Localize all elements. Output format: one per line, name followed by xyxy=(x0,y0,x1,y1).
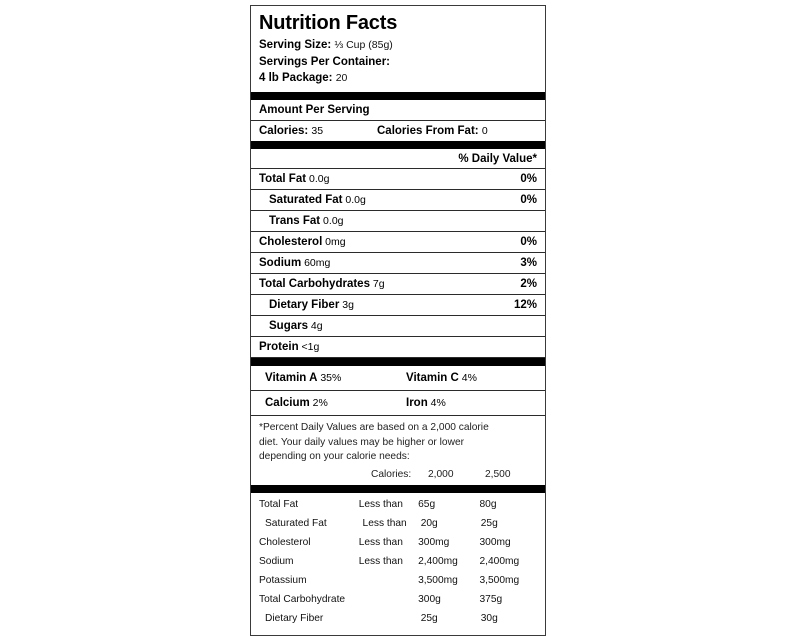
nutrient-daily-value: 0% xyxy=(520,236,537,249)
calories-from-fat-value: 0 xyxy=(481,125,488,138)
thick-divider-top xyxy=(251,92,545,100)
nutrient-amount: 7g xyxy=(369,278,385,291)
vitamin-row xyxy=(251,391,545,416)
reference-nutrient-name: Dietary Fiber xyxy=(265,612,324,624)
footnote-line: *Percent Daily Values are based on a 2,000 calorie xyxy=(259,422,489,434)
nutrient-daily-value: 0% xyxy=(520,173,537,186)
servings-per-container-row xyxy=(259,54,537,71)
amount-per-serving-label: Amount Per Serving xyxy=(259,104,370,117)
serving-information xyxy=(259,37,537,92)
reference-nutrient-name: Total Fat xyxy=(259,499,299,511)
reference-qualifier: Less than xyxy=(358,556,403,568)
reference-nutrient-name: Cholesterol xyxy=(259,537,311,549)
nutrient-name: Cholesterol 0mg xyxy=(259,236,346,249)
reference-value-2000: 300mg xyxy=(418,537,450,549)
footnote-line: diet. Your daily values may be higher or lower xyxy=(259,436,464,448)
vitamin-cell xyxy=(396,372,537,384)
nutrition-facts-label xyxy=(250,5,546,636)
footnote-text xyxy=(259,416,537,466)
nutrient-name: Total Carbohydrates 7g xyxy=(259,278,385,291)
nutrient-amount: 0mg xyxy=(322,236,346,249)
reference-value-2000: 300g xyxy=(418,593,441,605)
servings-per-container-label: Servings Per Container: xyxy=(259,55,391,68)
vitamin-amount: 35% xyxy=(317,372,342,385)
calories-label: Calories: xyxy=(259,125,309,138)
reference-value-2000: 2,400mg xyxy=(418,556,458,568)
footnote-block xyxy=(251,416,545,485)
reference-value-2500: 300mg xyxy=(479,537,511,549)
nutrient-amount: 0.0g xyxy=(342,194,366,207)
nutrient-amount: 4g xyxy=(308,320,323,333)
reference-header-2500: 2,500 xyxy=(485,469,511,481)
reference-header-2000: 2,000 xyxy=(428,469,454,481)
nutrient-name: Dietary Fiber 3g xyxy=(269,299,354,312)
reference-row xyxy=(259,553,537,572)
nutrient-daily-value: 0% xyxy=(520,194,537,207)
vitamin-name: Calcium xyxy=(265,397,310,410)
reference-value-2000: 3,500mg xyxy=(418,574,458,586)
reference-nutrient-name: Potassium xyxy=(259,574,307,586)
reference-qualifier xyxy=(359,591,418,610)
nutrient-name: Sugars 4g xyxy=(269,320,323,333)
reference-qualifier: Less than xyxy=(358,537,403,549)
reference-value-2500: 25g xyxy=(480,518,498,530)
vitamin-cell xyxy=(396,397,537,409)
nutrient-row xyxy=(251,211,545,232)
nutrient-rows xyxy=(251,169,545,358)
reference-value-2500: 375g xyxy=(479,593,503,605)
serving-size-value: ⅓ Cup (85g) xyxy=(334,39,393,51)
nutrient-name: Saturated Fat 0.0g xyxy=(269,194,366,207)
package-value: 20 xyxy=(335,72,348,85)
reference-qualifier: Less than xyxy=(362,518,407,530)
vitamin-rows xyxy=(251,366,545,416)
nutrient-daily-value: 3% xyxy=(520,257,537,270)
calories-from-fat-label: Calories From Fat: xyxy=(377,125,479,138)
reference-value-2000: 20g xyxy=(420,518,438,530)
serving-size-label: Serving Size: xyxy=(259,39,332,51)
vitamin-name: Iron xyxy=(406,397,428,410)
nutrient-row xyxy=(251,232,545,253)
daily-value-header: % Daily Value* xyxy=(458,153,537,166)
reference-row xyxy=(259,572,537,591)
reference-value-2500: 2,400mg xyxy=(479,556,520,568)
reference-value-2000: 25g xyxy=(420,612,438,624)
calories-value: 35 xyxy=(311,125,324,138)
nutrient-amount: 0.0g xyxy=(306,173,330,186)
reference-row xyxy=(259,515,537,534)
vitamin-name: Vitamin A xyxy=(265,372,318,385)
vitamin-amount: 2% xyxy=(309,397,328,410)
reference-qualifier xyxy=(363,610,421,629)
reference-table-header xyxy=(259,466,537,485)
calories-row xyxy=(251,121,545,141)
reference-value-2500: 3,500mg xyxy=(479,574,520,586)
nutrient-row xyxy=(251,337,545,358)
reference-row xyxy=(259,534,537,553)
reference-row xyxy=(259,610,537,629)
calories-from-fat-group xyxy=(377,125,488,137)
reference-header-spacer xyxy=(259,469,371,480)
nutrient-name: Trans Fat 0.0g xyxy=(269,215,344,228)
nutrient-amount: 3g xyxy=(339,299,354,312)
thick-divider-calories xyxy=(251,141,545,149)
package-servings-row xyxy=(259,70,537,87)
reference-value-2500: 30g xyxy=(480,612,498,624)
nutrient-name: Protein <1g xyxy=(259,341,320,354)
nutrient-amount: 0.0g xyxy=(320,215,344,228)
reference-qualifier: Less than xyxy=(358,499,403,511)
nutrient-row xyxy=(251,253,545,274)
vitamin-row xyxy=(251,366,545,391)
reference-value-2000: 65g xyxy=(418,499,436,511)
nutrient-name: Sodium 60mg xyxy=(259,257,331,270)
label-title: Nutrition Facts xyxy=(259,12,398,34)
calories-group xyxy=(259,125,377,137)
reference-table xyxy=(251,493,545,634)
nutrient-daily-value: 2% xyxy=(520,278,537,291)
reference-nutrient-name: Saturated Fat xyxy=(265,518,327,530)
nutrient-row xyxy=(251,169,545,190)
vitamin-cell xyxy=(259,397,396,409)
reference-row xyxy=(259,591,537,610)
nutrient-name: Total Fat 0.0g xyxy=(259,173,330,186)
reference-value-2500: 80g xyxy=(479,499,497,511)
amount-per-serving-row xyxy=(251,100,545,121)
thick-divider-vitamins xyxy=(251,358,545,366)
nutrient-daily-value: 12% xyxy=(513,299,537,312)
reference-header-calories-label: Calories: xyxy=(371,469,412,481)
daily-value-header-row xyxy=(251,149,545,169)
footnote-line: depending on your calorie needs: xyxy=(259,450,410,462)
vitamin-amount: 4% xyxy=(458,372,477,385)
reference-nutrient-name: Sodium xyxy=(259,556,294,568)
reference-qualifier xyxy=(359,572,418,591)
vitamin-amount: 4% xyxy=(427,397,446,410)
nutrient-row xyxy=(251,274,545,295)
reference-row xyxy=(259,496,537,515)
nutrient-amount: 60mg xyxy=(301,257,331,270)
package-label: 4 lb Package: xyxy=(259,72,333,85)
nutrient-row xyxy=(251,295,545,316)
nutrient-row xyxy=(251,316,545,337)
nutrient-amount: <1g xyxy=(298,341,320,354)
nutrient-row xyxy=(251,190,545,211)
thick-divider-reference xyxy=(251,485,545,493)
vitamin-name: Vitamin C xyxy=(406,372,459,385)
vitamin-cell xyxy=(259,372,396,384)
reference-nutrient-name: Total Carbohydrate xyxy=(259,593,346,605)
serving-size-row xyxy=(259,37,537,54)
